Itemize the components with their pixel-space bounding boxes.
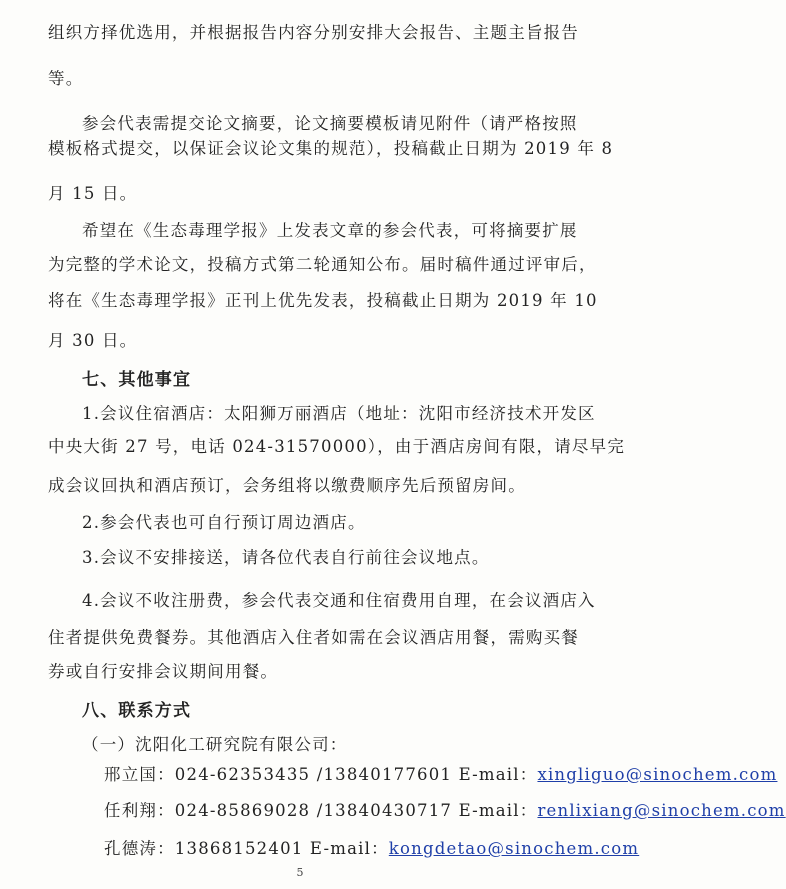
paragraph-line: 组织方择优选用，并根据报告内容分别安排大会报告、主题主旨报告 xyxy=(48,23,579,42)
page-number: 5 xyxy=(296,866,304,879)
contact-info: 邢立国：024-62353435 /13840177601 E-mail： xyxy=(104,765,538,784)
contact-info: 孔德涛：13868152401 E-mail： xyxy=(104,839,389,858)
section-heading: 七、其他事宜 xyxy=(82,370,192,390)
paragraph-line: 2.参会代表也可自行预订周边酒店。 xyxy=(82,513,366,532)
paragraph-line: 模板格式提交，以保证会议论文集的规范），投稿截止日期为 2019 年 8 xyxy=(48,139,614,158)
contact-line xyxy=(104,800,786,822)
contact-line xyxy=(104,838,639,860)
paragraph-line: 住者提供免费餐券。其他酒店入住者如需在会议酒店用餐，需购买餐 xyxy=(48,628,579,647)
email-link[interactable]: xingliguo@sinochem.com xyxy=(537,765,778,784)
paragraph-line: 月 30 日。 xyxy=(48,331,138,350)
paragraph-line: 等。 xyxy=(48,69,84,88)
paragraph-line: 成会议回执和酒店预订，会务组将以缴费顺序先后预留房间。 xyxy=(48,476,526,495)
paragraph-line: 券或自行安排会议期间用餐。 xyxy=(48,662,279,681)
paragraph-line: 参会代表需提交论文摘要，论文摘要模板请见附件（请严格按照 xyxy=(82,114,578,133)
paragraph-line: 1.会议住宿酒店：太阳狮万丽酒店（地址：沈阳市经济技术开发区 xyxy=(82,404,596,423)
paragraph-line: 为完整的学术论文，投稿方式第二轮通知公布。届时稿件通过评审后， xyxy=(48,255,597,274)
organization-name: （一）沈阳化工研究院有限公司： xyxy=(82,735,348,754)
paragraph-line: 月 15 日。 xyxy=(48,184,138,203)
contact-info: 任利翔：024-85869028 /13840430717 E-mail： xyxy=(104,801,538,820)
contact-line xyxy=(104,764,777,786)
paragraph-line: 希望在《生态毒理学报》上发表文章的参会代表，可将摘要扩展 xyxy=(82,221,578,240)
paragraph-line: 中央大街 27 号，电话 024-31570000），由于酒店房间有限，请尽早完 xyxy=(48,437,626,456)
email-link[interactable]: renlixiang@sinochem.com xyxy=(537,801,786,820)
section-heading: 八、联系方式 xyxy=(82,701,192,721)
paragraph-line: 3.会议不安排接送，请各位代表自行前往会议地点。 xyxy=(82,548,490,567)
paragraph-line: 4.会议不收注册费，参会代表交通和住宿费用自理，在会议酒店入 xyxy=(82,591,596,610)
email-link[interactable]: kongdetao@sinochem.com xyxy=(388,839,640,858)
paragraph-line: 将在《生态毒理学报》正刊上优先发表，投稿截止日期为 2019 年 10 xyxy=(48,291,598,310)
